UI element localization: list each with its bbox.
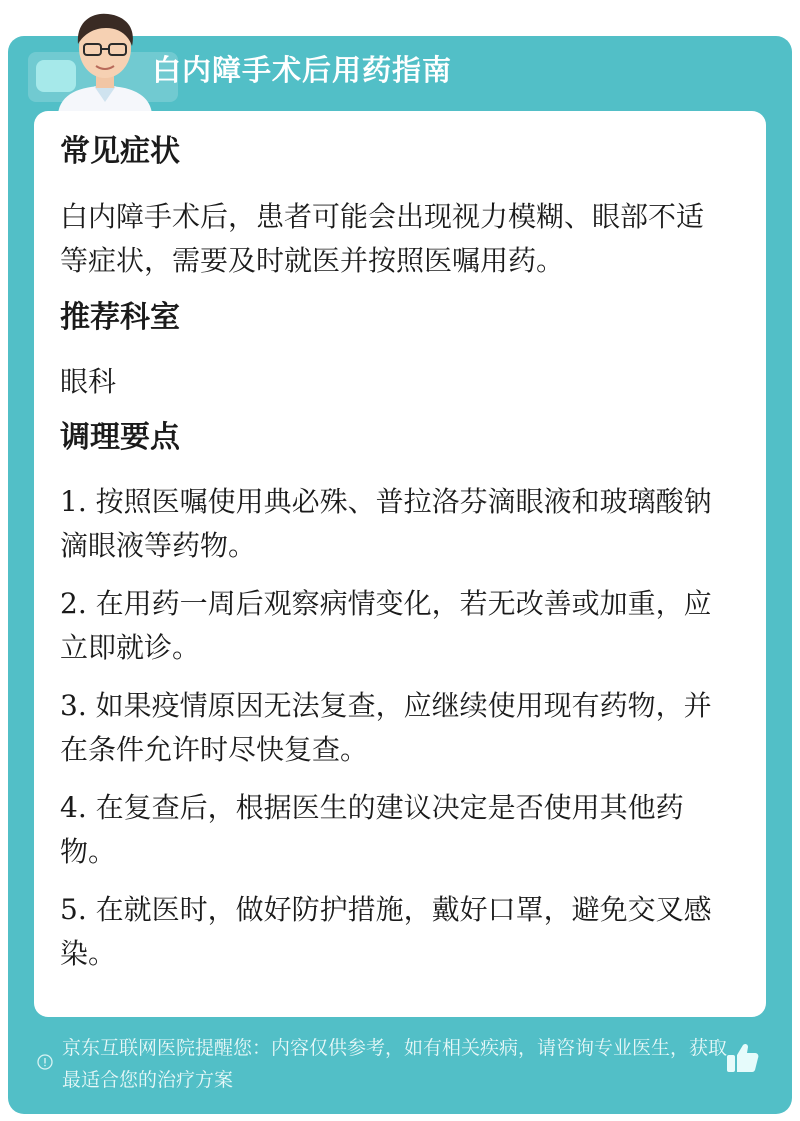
- page-title: 白内障手术后用药指南: [152, 53, 453, 87]
- care-item: [60, 888, 730, 976]
- care-item: [60, 480, 730, 568]
- department-title: 推荐科室: [60, 300, 180, 335]
- care-item-number: 5.: [60, 893, 87, 926]
- guide-content: [60, 130, 730, 976]
- info-icon: [37, 1054, 53, 1070]
- care-item-text: 在用药一周后观察病情变化，若无改善或加重，应立即就诊。: [60, 587, 712, 664]
- care-item-text: 在复查后，根据医生的建议决定是否使用其他药物。: [60, 791, 684, 868]
- doctor-avatar-icon: [50, 6, 160, 114]
- department-text: 眼科: [60, 365, 117, 398]
- care-item-number: 1.: [60, 485, 87, 518]
- care-item: [60, 582, 730, 670]
- care-item-number: 2.: [60, 587, 87, 620]
- thumbs-up-icon[interactable]: [724, 1040, 760, 1076]
- symptoms-title: 常见症状: [60, 134, 180, 169]
- care-title: 调理要点: [60, 420, 180, 455]
- care-item-number: 3.: [60, 689, 87, 722]
- care-item: [60, 786, 730, 874]
- disclaimer-text: 京东互联网医院提醒您：内容仅供参考，如有相关疾病，请咨询专业医生，获取最适合您的治疗方案: [62, 1037, 728, 1091]
- care-item-number: 4.: [60, 791, 87, 824]
- care-item-text: 按照医嘱使用典必殊、普拉洛芬滴眼液和玻璃酸钠滴眼液等药物。: [60, 485, 712, 562]
- care-item-text: 在就医时，做好防护措施，戴好口罩，避免交叉感染。: [60, 893, 712, 970]
- care-item-text: 如果疫情原因无法复查，应继续使用现有药物，并在条件允许时尽快复查。: [60, 689, 712, 766]
- symptoms-text: 白内障手术后，患者可能会出现视力模糊、眼部不适等症状，需要及时就医并按照医嘱用药。: [60, 200, 705, 277]
- care-item: [60, 684, 730, 772]
